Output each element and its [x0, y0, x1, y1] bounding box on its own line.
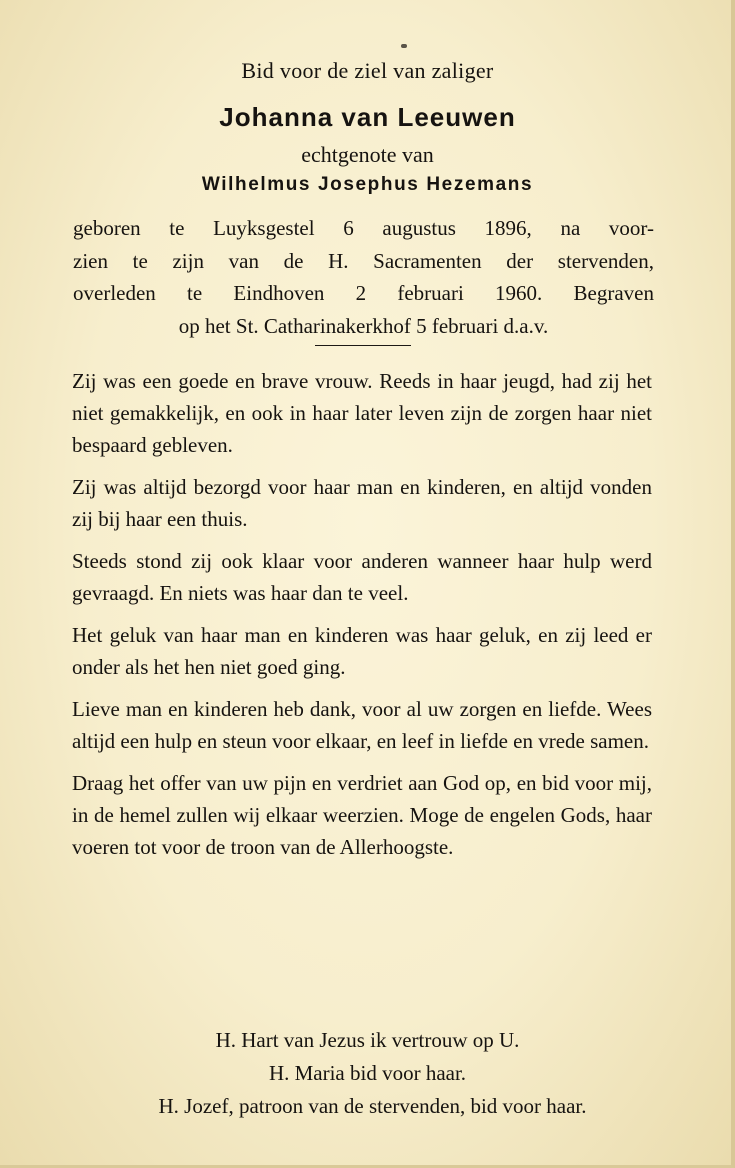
tribute-text — [72, 365, 652, 873]
tribute-paragraph: Lieve man en kinderen heb dank, voor al uw zorgen en liefde. Wees altijd een hulp en steun voor elkaar, en leef in liefde en vrede samen. — [72, 697, 652, 753]
tribute-paragraph: Zij was een goede en brave vrouw. Reeds in haar jeugd, had zij het niet gemakkelijk, en ook in haar later leven zijn de zorgen haar niet bespaard gebleven. — [72, 369, 652, 457]
prayer-line: H. Maria bid voor haar. — [268, 1061, 467, 1085]
husband-name: Wilhelmus Josephus Hezemans — [201, 174, 534, 195]
tribute-paragraph: Steeds stond zij ook klaar voor anderen wanneer haar hulp werd gevraagd. En niets was haar dan te veel. — [72, 549, 652, 605]
birth-line: geboren te Luyksgestel 6 augustus 1896, na voor- — [73, 216, 654, 240]
tribute-paragraph: Draag het offer van uw pijn en verdriet aan God op, en bid voor mij, in de hemel zullen wij elkaar weerzien. Moge de engelen Gods, haar voeren tot voor de troon van de Allerhoogste. — [72, 771, 652, 859]
ink-speck — [401, 44, 407, 48]
birth-line: op het St. Catharinakerkhof 5 februari d.a.v. — [178, 313, 549, 338]
relation-line: echtgenote van — [301, 142, 434, 167]
birth-death-details — [73, 212, 654, 342]
birth-line: overleden te Eindhoven 2 februari 1960. Begraven — [73, 281, 654, 305]
tribute-paragraph: Zij was altijd bezorgd voor haar man en kinderen, en altijd vonden zij bij haar een thuis. — [72, 475, 652, 531]
deceased-name: Johanna van Leeuwen — [219, 102, 516, 132]
birth-line: zien te zijn van de H. Sacramenten der stervenden, — [73, 248, 654, 273]
tribute-paragraph: Het geluk van haar man en kinderen was haar geluk, en zij leed er onder als het hen niet goed ging. — [72, 623, 652, 679]
prayer-line: H. Jozef, patroon van de stervenden, bid voor haar. — [158, 1094, 587, 1118]
intro-line: Bid voor de ziel van zaliger — [241, 58, 494, 83]
closing-prayers — [0, 1024, 735, 1123]
divider-rule — [315, 345, 411, 346]
prayer-line: H. Hart van Jezus ik vertrouw op U. — [215, 1028, 520, 1052]
